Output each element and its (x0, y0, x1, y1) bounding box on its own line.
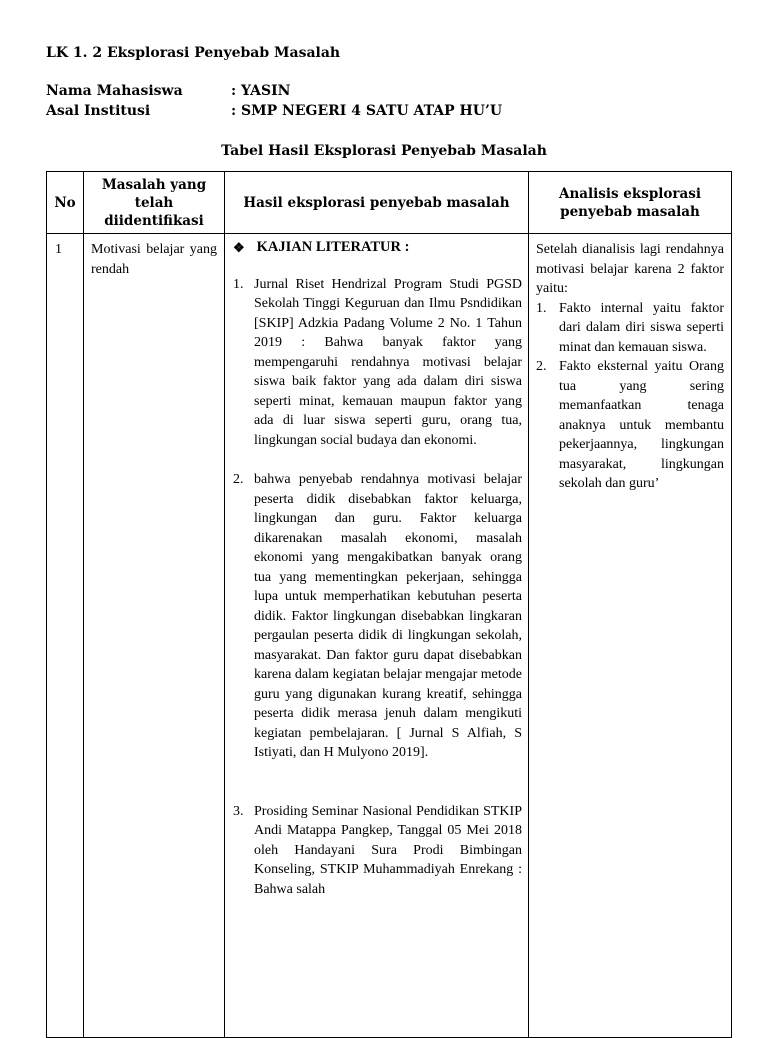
cell-analisis (529, 234, 732, 1038)
document-title: LK 1. 2 Eksplorasi Penyebab Masalah (46, 45, 341, 61)
institution-label: Asal Institusi (46, 103, 151, 119)
list-item-number: 2. (233, 472, 244, 487)
list-item (233, 802, 522, 900)
list-item (536, 357, 724, 494)
kajian-heading (233, 238, 522, 258)
kajian-heading-text: KAJIAN LITERATUR : (256, 239, 410, 255)
institution-value: : SMP NEGERI 4 SATU ATAP HU’U (231, 103, 503, 119)
header-analisis: Analisis eksplorasi penyebab masalah (529, 172, 732, 234)
list-item-number: 3. (233, 803, 244, 819)
header-hasil: Hasil eksplorasi penyebab masalah (225, 172, 529, 234)
list-item-text: bahwa penyebab rendahnya motivasi belajar peserta didik disebabkan faktor keluarga, lingkungan dan guru. Faktor keluarga dikarenakan masalah ekonomi, masalah ekonomi yang mengakibatkan banyak orang tua yang mementingkan pekerjaan, sehingga lupa untuk memperhatikan kebutuhan peserta didik. Faktor lingkungan disebabkan lingkaran pergaulan peserta didik di lingkungan sekolah, masyarakat. Dan faktor guru dapat disebabkan karena dalam kegiatan belajar mengajar metode guru yang digunakan kurang kreatif, sehingga peserta didik merasa jenuh dalam mengikuti kegiatan pembelajaran. [ Jurnal S Alfiah, S Istiyati, dan H Mulyono 2019]. (254, 472, 522, 760)
list-item (233, 470, 522, 763)
cell-masalah: Motivasi belajar yang rendah (84, 234, 225, 1038)
student-name-value: : YASIN (231, 83, 291, 99)
table-row (47, 234, 732, 1038)
list-item-text: Prosiding Seminar Nasional Pendidikan STKIP Andi Matappa Pangkep, Tanggal 05 Mei 2018 oleh Handayani Sura Prodi Bimbingan Konseling, STKIP Muhammadiyah Enrekang : Bahwa salah (254, 803, 522, 897)
list-item-text: Fakto internal yaitu faktor dari dalam diri siswa seperti minat dan kemauan siswa. (559, 300, 724, 355)
table-header-row (47, 172, 732, 234)
list-item (536, 299, 724, 358)
list-item-text: Jurnal Riset Hendrizal Program Studi PGSD Sekolah Tinggi Keguruan dan Ilmu Psndidikan [SKIP] Adzkia Padang Volume 2 No. 1 Tahun 2019 : Bahwa banyak faktor yang mempengaruhi rendahnya motivasi belajar siswa baik faktor yang ada dalam diri siswa seperti minat, kemauan maupun faktor yang ada di luar siswa seperti guru, orang tua, lingkungan social budaya dan ekonomi. (254, 276, 522, 448)
analisis-intro: Setelah dianalisis lagi rendahnya motivasi belajar karena 2 faktor yaitu: (536, 242, 724, 296)
list-item-number: 2. (536, 359, 547, 374)
list-item-number: 1. (536, 300, 547, 316)
exploration-table (46, 171, 732, 1038)
table-title: Tabel Hasil Eksplorasi Penyebab Masalah (221, 143, 547, 159)
cell-hasil (225, 234, 529, 1038)
header-no: No (47, 172, 84, 234)
list-item (233, 275, 522, 451)
header-masalah: Masalah yang telah diidentifikasi (84, 172, 225, 234)
faktor-list (536, 299, 724, 494)
diamond-bullet-icon: ❖ (233, 240, 245, 255)
list-item-number: 1. (233, 276, 244, 292)
cell-no: 1 (47, 234, 84, 1038)
student-name-label: Nama Mahasiswa (46, 83, 183, 99)
literature-list (233, 275, 522, 900)
list-item-text: Fakto eksternal yaitu Orang tua yang sering memanfaatkan tenaga anaknya untuk membantu pekerjaannya, lingkungan masyarakat, lingkungan sekolah dan guru’ (559, 359, 724, 491)
